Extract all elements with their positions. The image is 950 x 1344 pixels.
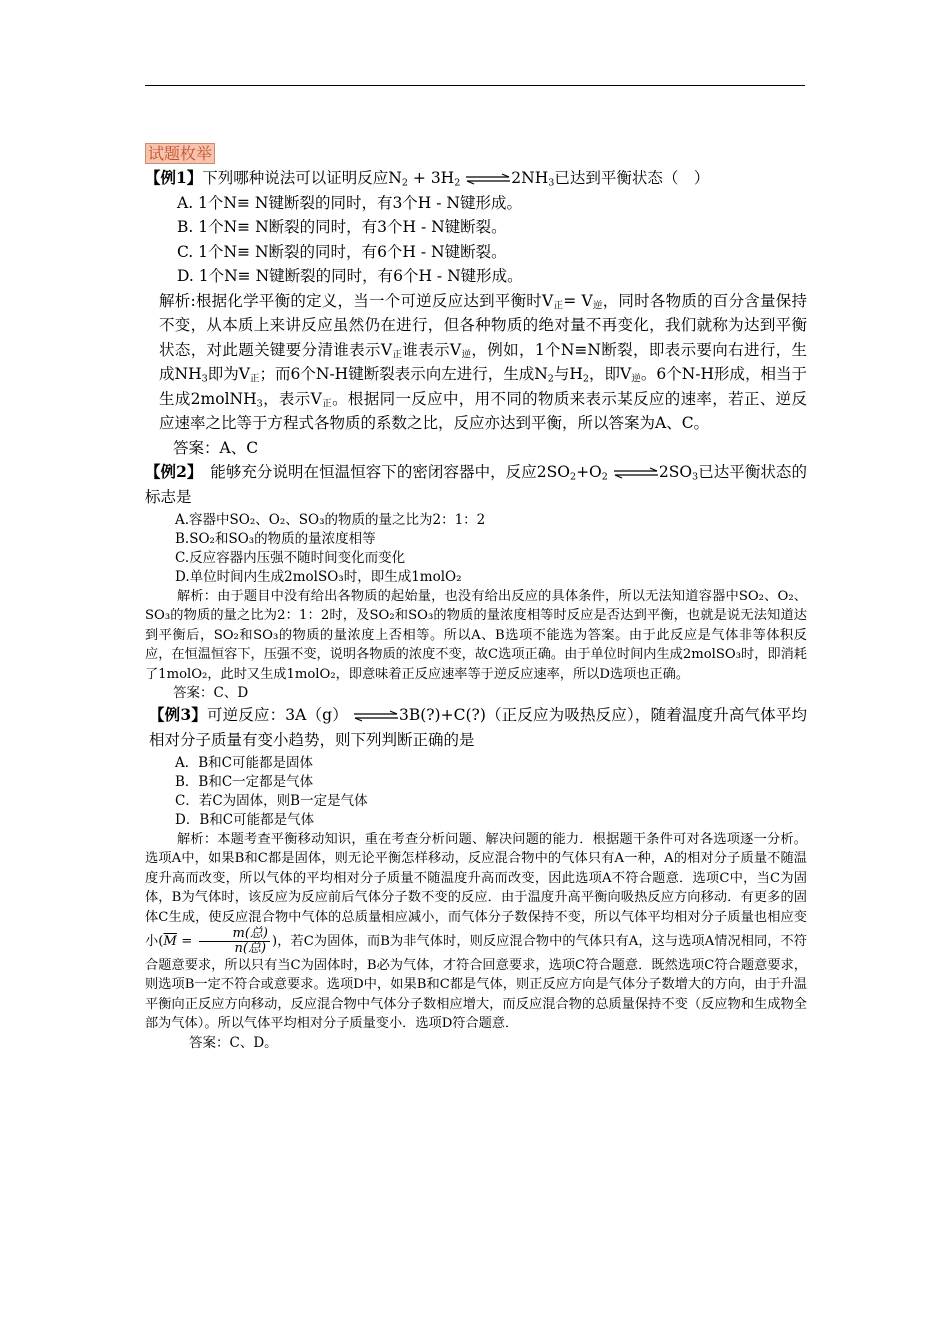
example-2-analysis: 解析：由于题目中没有给出各物质的起始量，也没有给出反应的具体条件，所以无法知道容器中SO₂、O₂、SO₃的物质的量之比为2：1：2时，及SO₂和SO₃的物质的量浓度相等时反应是否达到平衡，也就是说无法知道达到平衡后，SO₂和SO₃的物质的量浓度上否相等。所以A、B选项不能选为答案。由于此反应是气体非等体积反应，在恒温恒容下，压强不变，说明各物质的浓度不变，故C选项正确。由于单位时间内生成2molSO₃时，即消耗了1molO₂，此时又生成1molO₂，即意味着正反应速率等于逆反应速率，所以D选项也正确。 (145, 589, 807, 682)
example-3-option-b: B．B和C一定都是气体 (175, 774, 314, 791)
example-2-option-c: C.反应容器内压强不随时间变化而变化 (175, 550, 406, 566)
example-1-stem: 【例1】下列哪种说法可以证明反应$N_2 + 3H_2$ $2NH_3$已达到平衡状态（ ） (145, 168, 710, 189)
example-2-answer: 答案：C、D (173, 685, 249, 702)
example-3-option-a: A．B和C可能都是固体 (175, 755, 313, 772)
formula-fraction: $\frac{\text{m(总)}}{\text{n(总)}}$ (199, 927, 270, 956)
example-1-option-a: A. 1个N≡ N键断裂的同时，有3个H - N键形成。 (177, 193, 522, 212)
equilibrium-arrow-icon (465, 173, 511, 185)
example-1-analysis: 解析:根据化学平衡的定义，当一个可逆反应达到平衡时$V_正= V_逆$，同时各物质的百分含量保持不变，从本质上来讲反应虽然仍在进行，但各种物质的绝对量不再变化，我们就称为达到平衡状态，对此题关键要分清谁表示$V_正$谁表示$V_逆$，例如，1个N≡N断裂，即表示要向右进行，生成$NH_3$即为$V_正$；而6个N-H键断裂表示向左进行，生成$N_2$与$H_2$，即$V_逆$。6个N-H形成，相当于生成2molNH$_3$，表示$V_正$。根据同一反应中，用不同的物质来表示某反应的速率，若正、逆反应速率之比等于方程式各物质的系数之比，反应亦达到平衡，所以答案为A、C。 (159, 291, 808, 432)
example-3-option-d: D．B和C可能都是气体 (175, 812, 315, 829)
formula-mean-mass: M (163, 934, 177, 950)
example-3-analysis: 解析：本题考查平衡移动知识，重在考查分析问题、解决问题的能力．根据题干条件可对各选项逐一分析。选项A中，如果B和C都是固体，则无论平衡怎样移动，反应混合物中的气体只有A一种，A的相对分子质量不随温度升高而改变，所以气体的平均相对分子质量不随温度升高而改变，因此选项A不符合题意．选项C中，当C为固体，B为气体时，该反应为反应前后气体分子数不变的反应．由于温度升高平衡向吸热反应方向移动．有更多的固体C生成，使反应混合物中气体的总质量相应减小，而气体分子数保持不变，所以气体平均相对分子质量也相应变小(M = $\frac{\text{m(总)}}{\text{n(总)}}$ )，若C为固体，而B为非气体时，则反应混合物中的气体只有A，这与选项A情况相同，不符合题意要求，所以只有当C为固体时，B必为气体，才符合回意要求，选项C符合题意．既然选项C符合题意要求，则选项B一定不符合或意要求。选项D中，如果B和C都是气体，则正反应方向是气体分子数增大的方向，由于升温平衡向正反应方向移动，反应混合物中气体分子数相应增大，而反应混合物的总质量保持不变（反应物和生成物全部为气体）。所以气体平均相对分子质量变小．选项D符合题意． (145, 832, 807, 1032)
example-1-answer: 答案：A、C (173, 438, 259, 457)
example-2-option-b: B.SO₂和SO₃的物质的量浓度相等 (175, 531, 376, 547)
example-1-label: 【例1】 (145, 168, 203, 187)
equilibrium-arrow-icon (613, 467, 659, 479)
example-3-answer: 答案：C、D。 (189, 1034, 278, 1051)
example-2-option-a: A.容器中SO₂、O₂、SO₃的物质的量之比为2：1：2 (175, 512, 486, 528)
header-rule (145, 85, 805, 86)
example-2-label: 【例2】 (145, 462, 195, 481)
example-1-option-b: B. 1个N≡ N断裂的同时，有3个H - N键断裂。 (177, 218, 507, 236)
example-2 (145, 460, 807, 703)
document-body (145, 143, 807, 1053)
example-1-option-d: D. 1个N≡ N键断裂的同时，有6个H - N键形成。 (177, 267, 523, 285)
example-3-options (145, 754, 807, 830)
section-tag: 试题枚举 (145, 143, 215, 164)
example-2-option-d: D.单位时间内生成2molSO₃时，即生成1molO₂ (175, 569, 462, 585)
example-2-stem: 【例2】 能够充分说明在恒温恒容下的密闭容器中，反应$2SO_2+O_2$ $2SO_3$已达平衡状态的标志是 (145, 462, 807, 506)
example-3-stem: 【例3】可逆反应：3A（g） 3B(?)+C(?)（正反应为吸热反应），随着温度升高气体平均相对分子质量有变小趋势，则下列判断正确的是 (149, 705, 807, 749)
example-1-option-c: C. 1个N≡ N断裂的同时，有6个H - N键断裂。 (177, 242, 507, 261)
example-2-options (145, 511, 807, 587)
equilibrium-arrow-icon (353, 710, 399, 722)
example-3-label: 【例3】 (149, 705, 207, 725)
example-3 (145, 703, 807, 1053)
example-3-option-c: C．若C为固体，则B一定是气体 (175, 793, 368, 810)
example-1 (145, 166, 807, 460)
